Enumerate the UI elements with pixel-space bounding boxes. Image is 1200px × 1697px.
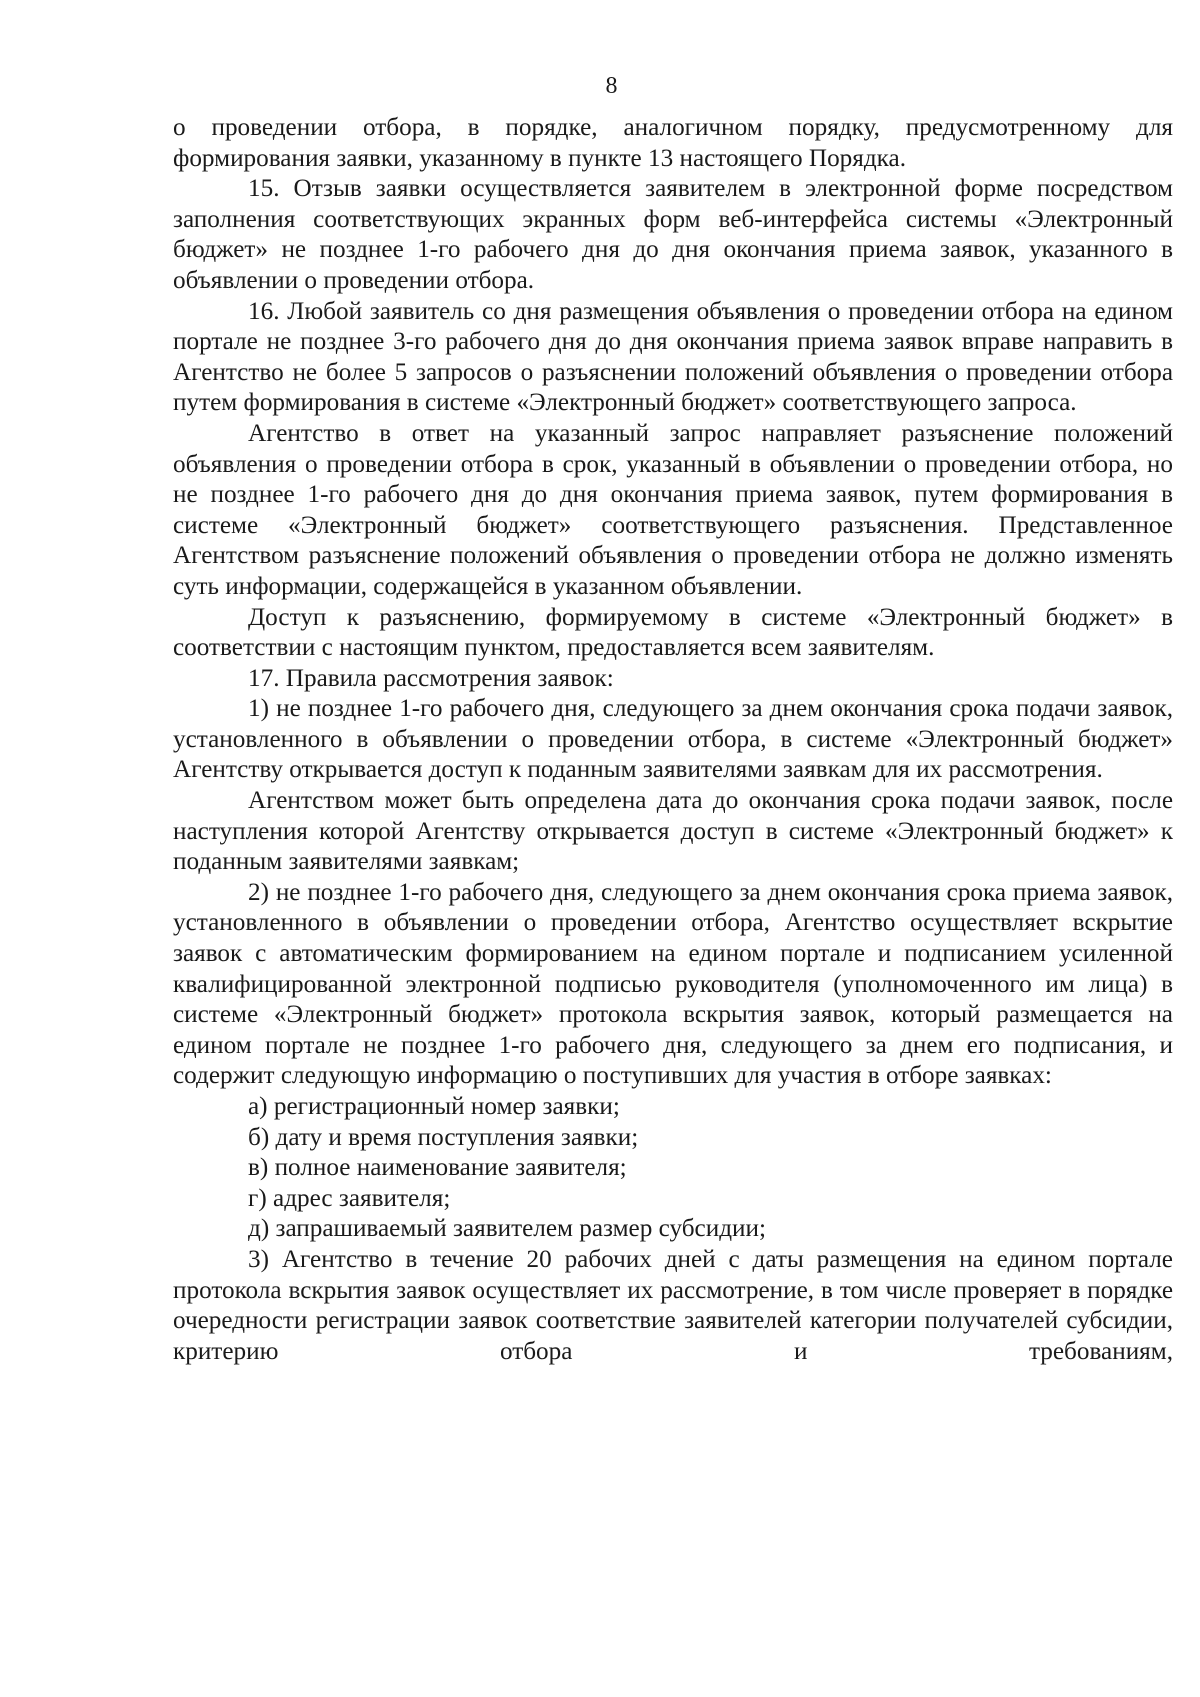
- paragraph-agency-response: Агентство в ответ на указанный запрос направляет разъяснение положений объявления о проведении отбора в срок, указанный в объявлении о проведении отбора, но не позднее 1-го рабочего дня до дня окончания приема заявок, путем формирования в системе «Электронный бюджет» соответствующего разъяснения. Представленное Агентством разъяснение положений объявления о проведении отбора не должно изменять суть информации, содержащейся в указанном объявлении.: [173, 419, 1173, 600]
- paragraph-continuation: о проведении отбора, в порядке, аналогичном порядку, предусмотренному для формирования заявки, указанному в пункте 13 настоящего Порядка.: [173, 114, 1173, 172]
- paragraph-item-17-heading: 17. Правила рассмотрения заявок:: [248, 664, 614, 692]
- paragraph-subitem-2: 2) не позднее 1-го рабочего дня, следующего за днем окончания срока приема заявок, установленного в объявлении о проведении отбора, Агентство осуществляет вскрытие заявок с автоматическим формированием на едином портале и подписанием усиленной квалифицированной электронной подписью руководителя (уполномоченного им лица) в системе «Электронный бюджет» протокола вскрытия заявок, который размещается на едином портале не позднее 1-го рабочего дня, следующего за днем его подписания, и содержит следующую информацию о поступивших для участия в отборе заявках:: [173, 878, 1173, 1090]
- paragraph-item-16: 16. Любой заявитель со дня размещения объявления о проведении отбора на едином портале не позднее 3-го рабочего дня до дня окончания приема заявок вправе направить в Агентство не более 5 запросов о разъяснении положений объявления о проведении отбора путем формирования в системе «Электронный бюджет» соответствующего запроса.: [173, 297, 1173, 417]
- list-item-v: в) полное наименование заявителя;: [248, 1154, 627, 1182]
- list-item-b: б) дату и время поступления заявки;: [248, 1123, 639, 1151]
- paragraph-item-15: 15. Отзыв заявки осуществляется заявителем в электронной форме посредством заполнения соответствующих экранных форм веб-интерфейса системы «Электронный бюджет» не позднее 1-го рабочего дня до дня окончания приема заявок, указанного в объявлении о проведении отбора.: [173, 175, 1173, 294]
- list-item-d: д) запрашиваемый заявителем размер субсидии;: [248, 1215, 766, 1243]
- list-item-g: г) адрес заявителя;: [248, 1184, 451, 1212]
- page-number: 8: [605, 73, 618, 99]
- paragraph-subitem-3: 3) Агентство в течение 20 рабочих дней с даты размещения на едином портале протокола вскрытия заявок осуществляет их рассмотрение, в том числе проверяет в порядке очередности регистрации заявок соответствие заявителей категории получателей субсидии, критерию отбора и требованиям,: [173, 1245, 1173, 1365]
- paragraph-access-clarification: Доступ к разъяснению, формируемому в системе «Электронный бюджет» в соответствии с настоящим пунктом, предоставляется всем заявителям.: [173, 603, 1173, 662]
- paragraph-agency-date: Агентством может быть определена дата до окончания срока подачи заявок, после наступления которой Агентству открывается доступ в системе «Электронный бюджет» к поданным заявителями заявкам;: [173, 787, 1173, 876]
- paragraph-subitem-1: 1) не позднее 1-го рабочего дня, следующего за днем окончания срока подачи заявок, установленного в объявлении о проведении отбора, в системе «Электронный бюджет» Агентству открывается доступ к поданным заявителями заявкам для их рассмотрения.: [173, 695, 1173, 784]
- list-item-a: а) регистрационный номер заявки;: [248, 1093, 620, 1120]
- document-body: [173, 113, 1173, 1367]
